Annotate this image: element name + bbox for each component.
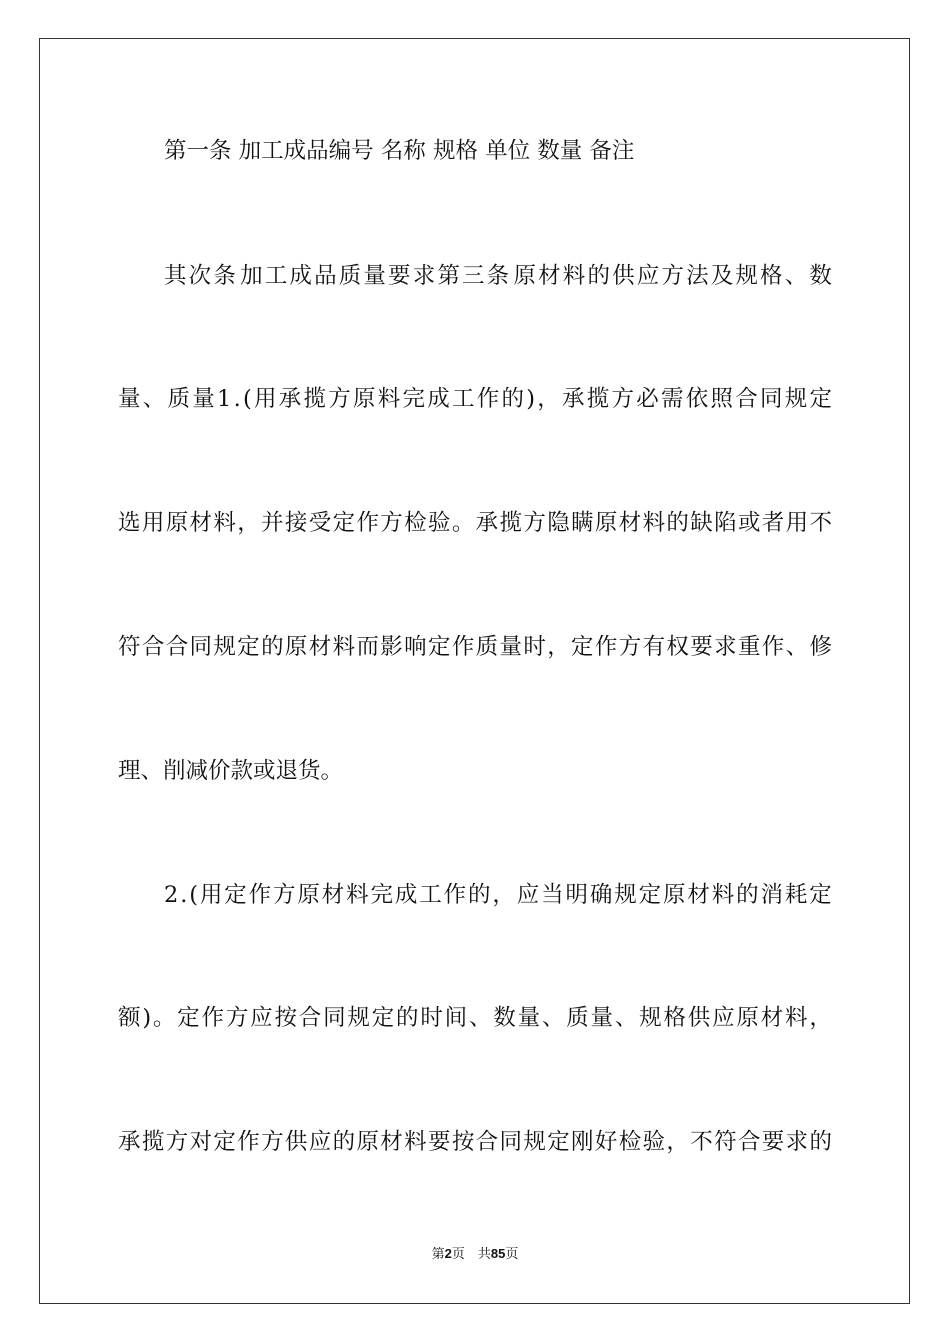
footer-page-number: 2	[444, 1246, 452, 1261]
paragraph-line-6: 理、削减价款或退货。	[118, 758, 344, 784]
paragraph-line-2: 其 次 条 加 工 成 品 质 量 要 求 第 三 条 原 材 料 的 供 应 方 法 及 规 格 、 数	[164, 263, 832, 289]
page-border	[39, 38, 910, 1304]
footer-page-prefix: 第	[431, 1247, 445, 1262]
paragraph-line-3: 量 、 质 量 1 . ( 用 承 揽 方 原 料 完 成 工 作 的 ) ， 承 揽 方 必 需 依 照 合 同 规 定	[118, 386, 832, 412]
footer-page-suffix: 页	[505, 1247, 519, 1262]
footer-page-total: 85	[490, 1246, 506, 1261]
paragraph-line-7: 2 . ( 用 定 作 方 原 材 料 完 成 工 作 的 ， 应 当 明 确 规 定 原 材 料 的 消 耗 定	[164, 882, 832, 908]
paragraph-line-4: 选 用 原 材 料 ， 并 接 受 定 作 方 检 验 。 承 揽 方 隐 瞒 原 材 料 的 缺 陷 或 者 用 不	[118, 510, 832, 536]
paragraph-line-5: 符 合 合 同 规 定 的 原 材 料 而 影 响 定 作 质 量 时 ， 定 作 方 有 权 要 求 重 作 、 修	[118, 634, 832, 660]
paragraph-line-1: 第一条 加工成品编号 名称 规格 单位 数量 备注	[164, 138, 635, 164]
paragraph-line-8: 额 ) 。 定 作 方 应 按 合 同 规 定 的 时 间 、 数 量 、 质 量 、 规 格 供 应 原 材 料 ，	[118, 1005, 832, 1031]
paragraph-line-9: 承 揽 方 对 定 作 方 供 应 的 原 材 料 要 按 合 同 规 定 刚 好 检 验 ， 不 符 合 要 求 的	[118, 1129, 832, 1155]
footer-page-mid: 页 共	[451, 1247, 491, 1262]
page-footer	[0, 1245, 950, 1264]
